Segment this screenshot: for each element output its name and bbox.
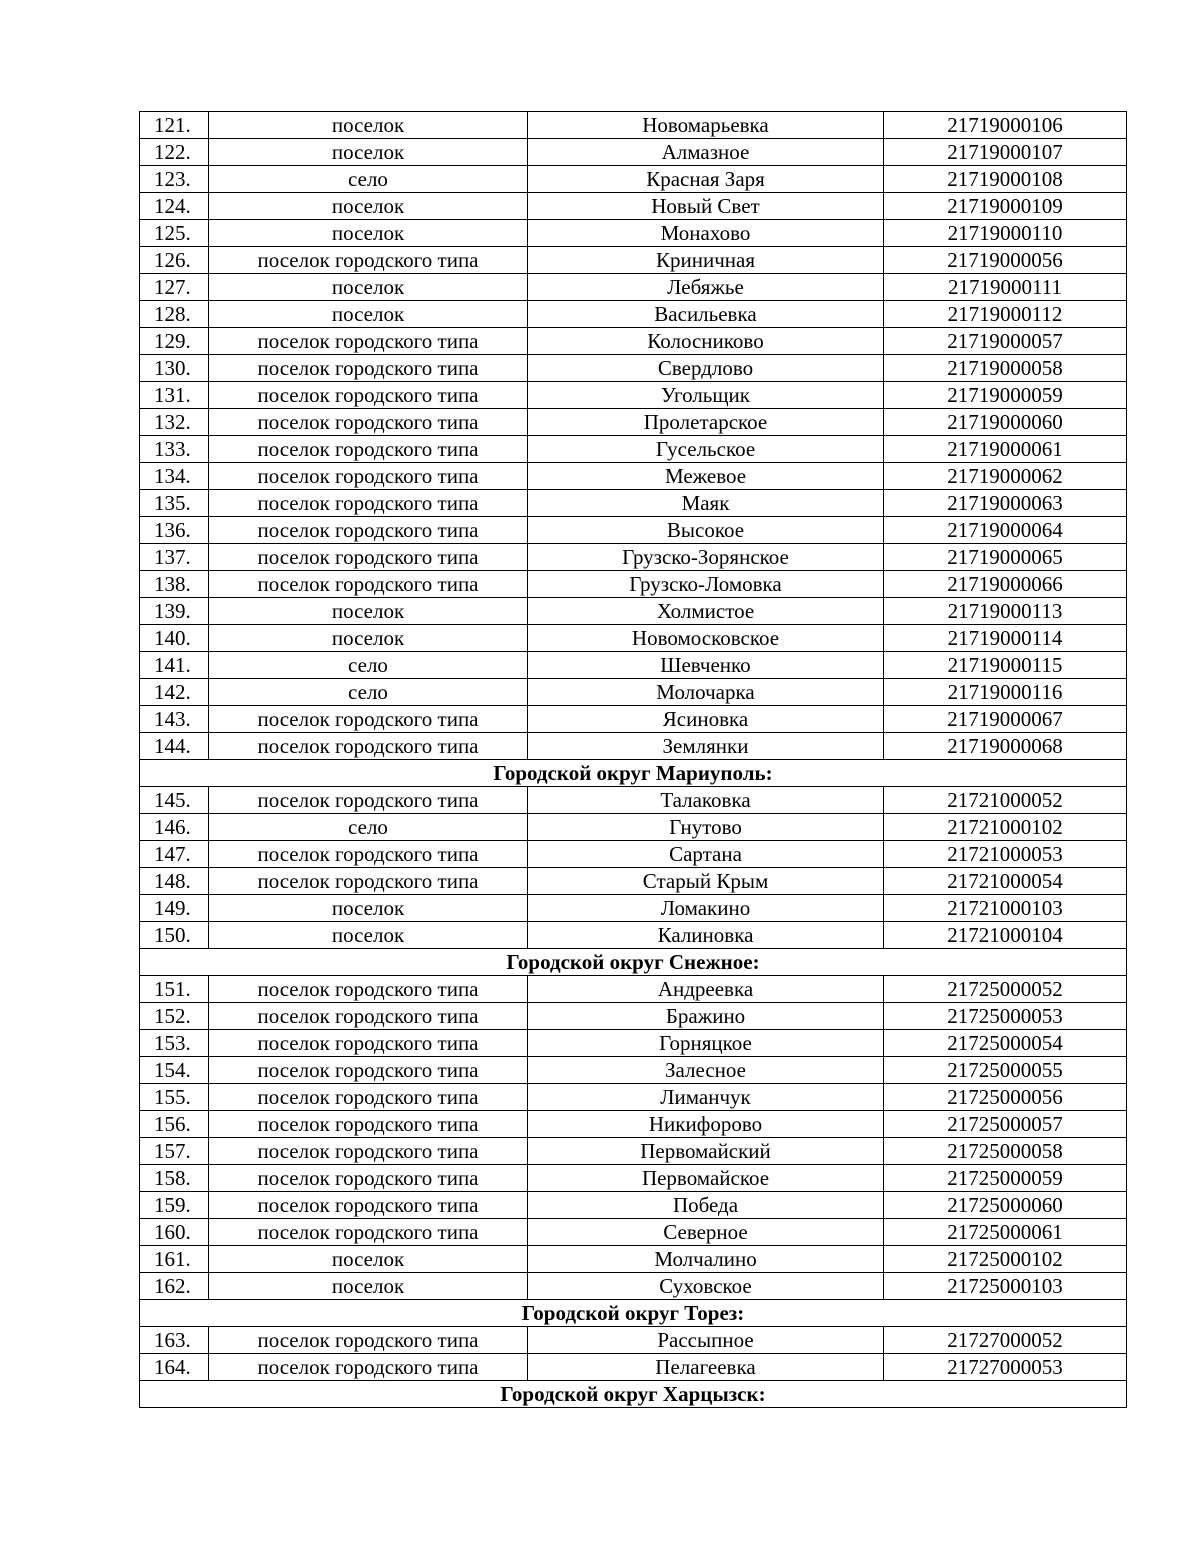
table-row <box>140 1219 1127 1246</box>
settlement-name-cell: Свердлово <box>528 355 884 382</box>
settlement-name-cell: Холмистое <box>528 598 884 625</box>
settlement-name-cell: Ломакино <box>528 895 884 922</box>
settlement-type-cell: поселок городского типа <box>209 463 528 490</box>
settlement-name-cell: Первомайский <box>528 1138 884 1165</box>
settlement-code-cell: 21727000053 <box>884 1354 1127 1381</box>
table-row <box>140 976 1127 1003</box>
row-number-cell: 153. <box>140 1030 209 1057</box>
settlement-type-cell: поселок городского типа <box>209 976 528 1003</box>
row-number-cell: 123. <box>140 166 209 193</box>
row-number-cell: 145. <box>140 787 209 814</box>
settlement-type-cell: поселок <box>209 301 528 328</box>
table-row <box>140 382 1127 409</box>
table-row <box>140 1138 1127 1165</box>
settlement-code-cell: 21721000104 <box>884 922 1127 949</box>
settlement-type-cell: село <box>209 652 528 679</box>
settlement-name-cell: Рассыпное <box>528 1327 884 1354</box>
table-row <box>140 193 1127 220</box>
settlement-name-cell: Талаковка <box>528 787 884 814</box>
settlement-code-cell: 21727000052 <box>884 1327 1127 1354</box>
settlement-type-cell: поселок городского типа <box>209 544 528 571</box>
settlement-code-cell: 21725000060 <box>884 1192 1127 1219</box>
row-number-cell: 141. <box>140 652 209 679</box>
settlement-type-cell: поселок городского типа <box>209 355 528 382</box>
row-number-cell: 154. <box>140 1057 209 1084</box>
settlement-name-cell: Андреевка <box>528 976 884 1003</box>
table-row <box>140 1273 1127 1300</box>
settlement-name-cell: Гнутово <box>528 814 884 841</box>
table-row <box>140 436 1127 463</box>
settlement-name-cell: Старый Крым <box>528 868 884 895</box>
settlements-table-body <box>140 112 1127 1408</box>
table-row <box>140 1111 1127 1138</box>
settlement-name-cell: Сартана <box>528 841 884 868</box>
settlement-name-cell: Высокое <box>528 517 884 544</box>
settlement-type-cell: поселок городского типа <box>209 328 528 355</box>
row-number-cell: 124. <box>140 193 209 220</box>
settlement-name-cell: Угольщик <box>528 382 884 409</box>
settlement-name-cell: Молочарка <box>528 679 884 706</box>
row-number-cell: 144. <box>140 733 209 760</box>
settlement-type-cell: поселок <box>209 625 528 652</box>
section-header-row <box>140 1381 1127 1408</box>
settlement-type-cell: поселок городского типа <box>209 706 528 733</box>
section-header-row <box>140 760 1127 787</box>
settlement-name-cell: Грузско-Ломовка <box>528 571 884 598</box>
table-row <box>140 571 1127 598</box>
settlement-code-cell: 21725000052 <box>884 976 1127 1003</box>
settlement-code-cell: 21719000106 <box>884 112 1127 139</box>
settlement-name-cell: Лебяжье <box>528 274 884 301</box>
settlement-code-cell: 21719000065 <box>884 544 1127 571</box>
settlement-code-cell: 21719000058 <box>884 355 1127 382</box>
settlement-name-cell: Маяк <box>528 490 884 517</box>
table-row <box>140 1030 1127 1057</box>
settlement-type-cell: поселок <box>209 274 528 301</box>
section-header-row <box>140 1300 1127 1327</box>
settlement-code-cell: 21719000111 <box>884 274 1127 301</box>
settlement-code-cell: 21725000103 <box>884 1273 1127 1300</box>
settlement-type-cell: поселок городского типа <box>209 868 528 895</box>
settlement-type-cell: поселок городского типа <box>209 490 528 517</box>
settlement-type-cell: поселок городского типа <box>209 1084 528 1111</box>
table-row <box>140 868 1127 895</box>
settlement-name-cell: Шевченко <box>528 652 884 679</box>
row-number-cell: 159. <box>140 1192 209 1219</box>
table-row <box>140 463 1127 490</box>
row-number-cell: 140. <box>140 625 209 652</box>
settlement-code-cell: 21725000054 <box>884 1030 1127 1057</box>
settlement-type-cell: поселок <box>209 598 528 625</box>
row-number-cell: 136. <box>140 517 209 544</box>
table-row <box>140 625 1127 652</box>
settlement-name-cell: Колосниково <box>528 328 884 355</box>
settlement-code-cell: 21719000063 <box>884 490 1127 517</box>
row-number-cell: 126. <box>140 247 209 274</box>
settlement-name-cell: Васильевка <box>528 301 884 328</box>
settlement-type-cell: поселок <box>209 220 528 247</box>
row-number-cell: 152. <box>140 1003 209 1030</box>
settlement-code-cell: 21719000107 <box>884 139 1127 166</box>
settlement-type-cell: поселок городского типа <box>209 436 528 463</box>
row-number-cell: 132. <box>140 409 209 436</box>
settlement-code-cell: 21719000062 <box>884 463 1127 490</box>
settlement-code-cell: 21719000110 <box>884 220 1127 247</box>
settlement-code-cell: 21721000103 <box>884 895 1127 922</box>
row-number-cell: 160. <box>140 1219 209 1246</box>
settlement-code-cell: 21719000115 <box>884 652 1127 679</box>
settlement-code-cell: 21719000114 <box>884 625 1127 652</box>
settlement-code-cell: 21721000053 <box>884 841 1127 868</box>
section-title: Городской округ Мариуполь: <box>140 760 1127 787</box>
row-number-cell: 150. <box>140 922 209 949</box>
settlement-code-cell: 21719000067 <box>884 706 1127 733</box>
settlement-code-cell: 21719000116 <box>884 679 1127 706</box>
row-number-cell: 147. <box>140 841 209 868</box>
settlement-name-cell: Первомайское <box>528 1165 884 1192</box>
settlement-type-cell: поселок городского типа <box>209 1030 528 1057</box>
settlement-type-cell: село <box>209 679 528 706</box>
row-number-cell: 131. <box>140 382 209 409</box>
row-number-cell: 146. <box>140 814 209 841</box>
table-row <box>140 355 1127 382</box>
settlement-name-cell: Монахово <box>528 220 884 247</box>
settlement-type-cell: поселок <box>209 193 528 220</box>
settlement-type-cell: поселок городского типа <box>209 841 528 868</box>
settlement-name-cell: Новомарьевка <box>528 112 884 139</box>
settlement-code-cell: 21719000109 <box>884 193 1127 220</box>
row-number-cell: 155. <box>140 1084 209 1111</box>
settlement-name-cell: Гусельское <box>528 436 884 463</box>
settlement-type-cell: поселок городского типа <box>209 247 528 274</box>
table-row <box>140 706 1127 733</box>
settlement-code-cell: 21725000058 <box>884 1138 1127 1165</box>
settlement-name-cell: Лиманчук <box>528 1084 884 1111</box>
settlement-code-cell: 21725000053 <box>884 1003 1127 1030</box>
row-number-cell: 151. <box>140 976 209 1003</box>
table-row <box>140 301 1127 328</box>
table-row <box>140 409 1127 436</box>
settlement-type-cell: село <box>209 814 528 841</box>
table-row <box>140 1165 1127 1192</box>
row-number-cell: 122. <box>140 139 209 166</box>
settlement-name-cell: Бражино <box>528 1003 884 1030</box>
row-number-cell: 162. <box>140 1273 209 1300</box>
row-number-cell: 129. <box>140 328 209 355</box>
row-number-cell: 134. <box>140 463 209 490</box>
settlement-type-cell: поселок городского типа <box>209 1111 528 1138</box>
row-number-cell: 138. <box>140 571 209 598</box>
settlement-name-cell: Пролетарское <box>528 409 884 436</box>
settlement-type-cell: поселок городского типа <box>209 517 528 544</box>
row-number-cell: 142. <box>140 679 209 706</box>
settlement-code-cell: 21725000056 <box>884 1084 1127 1111</box>
row-number-cell: 121. <box>140 112 209 139</box>
table-row <box>140 679 1127 706</box>
table-row <box>140 814 1127 841</box>
settlement-name-cell: Пелагеевка <box>528 1354 884 1381</box>
settlement-type-cell: поселок <box>209 1273 528 1300</box>
settlement-code-cell: 21719000066 <box>884 571 1127 598</box>
table-row <box>140 1084 1127 1111</box>
table-row <box>140 139 1127 166</box>
settlement-type-cell: поселок городского типа <box>209 1219 528 1246</box>
settlement-code-cell: 21721000054 <box>884 868 1127 895</box>
table-row <box>140 247 1127 274</box>
settlement-code-cell: 21719000112 <box>884 301 1127 328</box>
table-row <box>140 895 1127 922</box>
settlement-name-cell: Залесное <box>528 1057 884 1084</box>
row-number-cell: 128. <box>140 301 209 328</box>
row-number-cell: 157. <box>140 1138 209 1165</box>
settlement-code-cell: 21725000061 <box>884 1219 1127 1246</box>
settlement-name-cell: Грузско-Зорянское <box>528 544 884 571</box>
settlement-type-cell: поселок городского типа <box>209 1327 528 1354</box>
table-row <box>140 274 1127 301</box>
settlement-type-cell: поселок городского типа <box>209 571 528 598</box>
settlement-name-cell: Алмазное <box>528 139 884 166</box>
row-number-cell: 156. <box>140 1111 209 1138</box>
table-row <box>140 166 1127 193</box>
row-number-cell: 149. <box>140 895 209 922</box>
settlement-code-cell: 21725000057 <box>884 1111 1127 1138</box>
row-number-cell: 125. <box>140 220 209 247</box>
settlement-code-cell: 21719000059 <box>884 382 1127 409</box>
settlements-table <box>139 111 1127 1408</box>
table-row <box>140 841 1127 868</box>
row-number-cell: 135. <box>140 490 209 517</box>
settlement-name-cell: Калиновка <box>528 922 884 949</box>
table-row <box>140 598 1127 625</box>
settlement-name-cell: Северное <box>528 1219 884 1246</box>
settlement-name-cell: Новый Свет <box>528 193 884 220</box>
settlement-code-cell: 21725000055 <box>884 1057 1127 1084</box>
section-title: Городской округ Снежное: <box>140 949 1127 976</box>
settlement-code-cell: 21719000056 <box>884 247 1127 274</box>
section-header-row <box>140 949 1127 976</box>
settlement-name-cell: Красная Заря <box>528 166 884 193</box>
row-number-cell: 161. <box>140 1246 209 1273</box>
settlement-code-cell: 21719000108 <box>884 166 1127 193</box>
settlement-code-cell: 21719000057 <box>884 328 1127 355</box>
row-number-cell: 148. <box>140 868 209 895</box>
settlement-name-cell: Новомосковское <box>528 625 884 652</box>
settlement-type-cell: поселок городского типа <box>209 1354 528 1381</box>
settlement-code-cell: 21719000061 <box>884 436 1127 463</box>
settlement-code-cell: 21719000068 <box>884 733 1127 760</box>
settlement-type-cell: поселок <box>209 112 528 139</box>
row-number-cell: 133. <box>140 436 209 463</box>
row-number-cell: 164. <box>140 1354 209 1381</box>
row-number-cell: 158. <box>140 1165 209 1192</box>
table-row <box>140 733 1127 760</box>
settlement-name-cell: Суховское <box>528 1273 884 1300</box>
settlement-name-cell: Горняцкое <box>528 1030 884 1057</box>
settlement-type-cell: село <box>209 166 528 193</box>
settlement-name-cell: Землянки <box>528 733 884 760</box>
table-row <box>140 112 1127 139</box>
row-number-cell: 143. <box>140 706 209 733</box>
table-row <box>140 220 1127 247</box>
table-row <box>140 922 1127 949</box>
settlement-type-cell: поселок <box>209 922 528 949</box>
section-title: Городской округ Харцызск: <box>140 1381 1127 1408</box>
settlement-type-cell: поселок городского типа <box>209 1138 528 1165</box>
table-row <box>140 787 1127 814</box>
settlement-type-cell: поселок городского типа <box>209 1003 528 1030</box>
settlement-type-cell: поселок городского типа <box>209 1165 528 1192</box>
settlement-name-cell: Победа <box>528 1192 884 1219</box>
settlement-type-cell: поселок городского типа <box>209 382 528 409</box>
settlement-name-cell: Молчалино <box>528 1246 884 1273</box>
table-row <box>140 544 1127 571</box>
settlement-type-cell: поселок <box>209 895 528 922</box>
settlement-type-cell: поселок городского типа <box>209 787 528 814</box>
table-row <box>140 1246 1127 1273</box>
row-number-cell: 163. <box>140 1327 209 1354</box>
settlement-type-cell: поселок городского типа <box>209 409 528 436</box>
settlement-name-cell: Межевое <box>528 463 884 490</box>
table-row <box>140 652 1127 679</box>
row-number-cell: 127. <box>140 274 209 301</box>
table-row <box>140 1327 1127 1354</box>
table-row <box>140 1192 1127 1219</box>
table-row <box>140 1354 1127 1381</box>
settlement-type-cell: поселок городского типа <box>209 1057 528 1084</box>
settlement-code-cell: 21719000060 <box>884 409 1127 436</box>
settlement-code-cell: 21725000102 <box>884 1246 1127 1273</box>
settlement-name-cell: Никифорово <box>528 1111 884 1138</box>
section-title: Городской округ Торез: <box>140 1300 1127 1327</box>
settlement-name-cell: Ясиновка <box>528 706 884 733</box>
settlement-name-cell: Криничная <box>528 247 884 274</box>
table-row <box>140 1057 1127 1084</box>
row-number-cell: 137. <box>140 544 209 571</box>
settlement-code-cell: 21721000052 <box>884 787 1127 814</box>
settlement-code-cell: 21719000064 <box>884 517 1127 544</box>
settlement-code-cell: 21721000102 <box>884 814 1127 841</box>
settlement-code-cell: 21719000113 <box>884 598 1127 625</box>
row-number-cell: 139. <box>140 598 209 625</box>
settlement-code-cell: 21725000059 <box>884 1165 1127 1192</box>
settlement-type-cell: поселок городского типа <box>209 733 528 760</box>
settlement-type-cell: поселок <box>209 139 528 166</box>
table-row <box>140 1003 1127 1030</box>
settlement-type-cell: поселок <box>209 1246 528 1273</box>
row-number-cell: 130. <box>140 355 209 382</box>
table-row <box>140 490 1127 517</box>
table-row <box>140 517 1127 544</box>
table-row <box>140 328 1127 355</box>
settlement-type-cell: поселок городского типа <box>209 1192 528 1219</box>
